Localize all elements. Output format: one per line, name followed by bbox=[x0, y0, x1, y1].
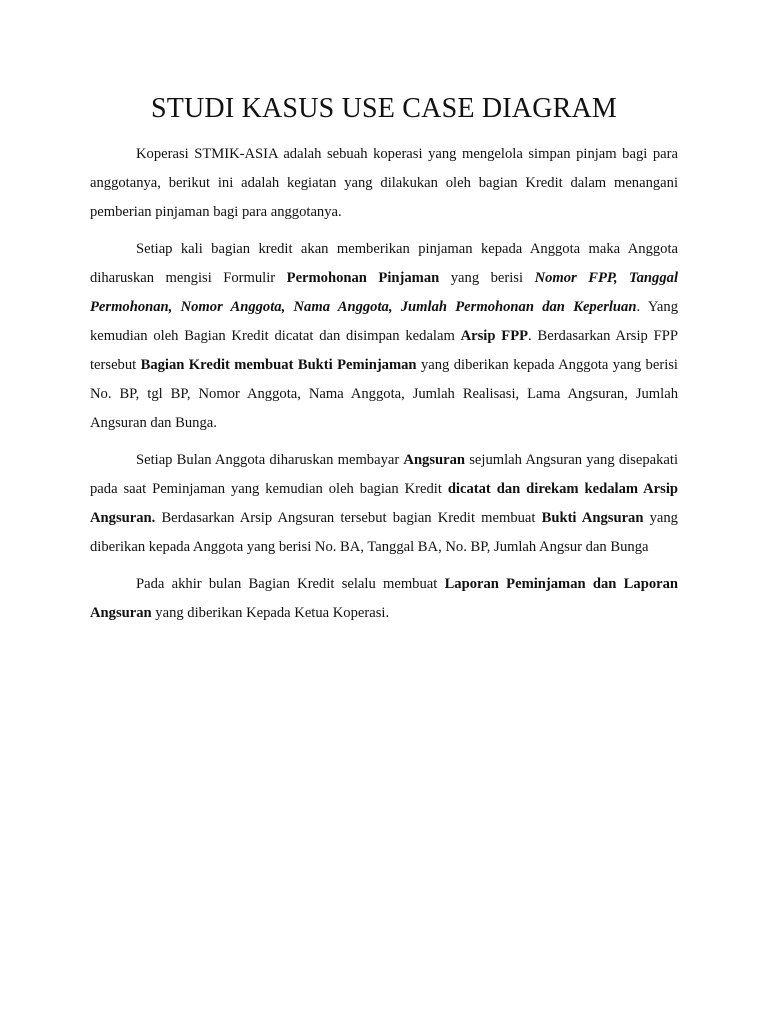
text-run: Arsip FPP bbox=[460, 328, 529, 344]
text-run: . Berdasarkan Arsip FPP tersebut bbox=[90, 328, 678, 373]
paragraph-3 bbox=[90, 446, 678, 562]
paragraph-4 bbox=[90, 570, 678, 628]
text-run: Angsuran bbox=[403, 452, 466, 468]
text-run: Bukti Angsuran bbox=[541, 510, 644, 526]
text-run: . Yang kemudian oleh Bagian Kredit dicatat dan disimpan kedalam bbox=[90, 299, 679, 344]
text-run: Permohonan Pinjaman bbox=[286, 270, 440, 286]
text-run: yang diberikan kepada Anggota yang berisi No. BP, tgl BP, Nomor Anggota, Nama Anggota, Jumlah Realisasi, Lama Angsuran, Jumlah Angsuran dan Bunga. bbox=[90, 357, 678, 431]
text-run: yang diberikan Kepada Ketua Koperasi. bbox=[151, 605, 390, 621]
text-run: Koperasi STMIK-ASIA adalah sebuah koperasi yang mengelola simpan pinjam bagi para anggotanya, berikut ini adalah kegiatan yang dilakukan oleh bagian Kredit dalam menangani pemberian pinjaman bagi para anggotanya. bbox=[90, 146, 678, 220]
text-run: Laporan Peminjaman dan Laporan Angsuran bbox=[90, 576, 679, 621]
text-run: Bagian Kredit membuat Bukti Peminjaman bbox=[140, 357, 417, 373]
text-run: Berdasarkan Arsip Angsuran tersebut bagian Kredit membuat bbox=[155, 510, 542, 526]
text-run: Setiap Bulan Anggota diharuskan membayar bbox=[136, 452, 404, 468]
paragraph-1 bbox=[90, 140, 678, 227]
text-run: Setiap kali bagian kredit akan memberikan pinjaman kepada Anggota maka Anggota diharuskan mengisi Formulir bbox=[90, 241, 678, 286]
text-run: yang berisi bbox=[439, 270, 535, 286]
paragraph-2 bbox=[90, 235, 678, 438]
text-run: Pada akhir bulan Bagian Kredit selalu membuat bbox=[136, 576, 445, 592]
document-body bbox=[90, 140, 678, 636]
text-run: dicatat dan direkam kedalam Arsip Angsuran. bbox=[90, 481, 679, 526]
text-run: Nomor FPP, Tanggal Permohonan, Nomor Anggota, Nama Anggota, Jumlah Permohonan dan Keperluan bbox=[90, 270, 678, 315]
text-run: sejumlah Angsuran yang disepakati pada saat Peminjaman yang kemudian oleh bagian Kredit bbox=[90, 452, 678, 497]
page-title: STUDI KASUS USE CASE DIAGRAM bbox=[150, 93, 618, 124]
text-run: yang diberikan kepada Anggota yang berisi No. BA, Tanggal BA, No. BP, Jumlah Angsur dan Bunga bbox=[90, 510, 678, 555]
